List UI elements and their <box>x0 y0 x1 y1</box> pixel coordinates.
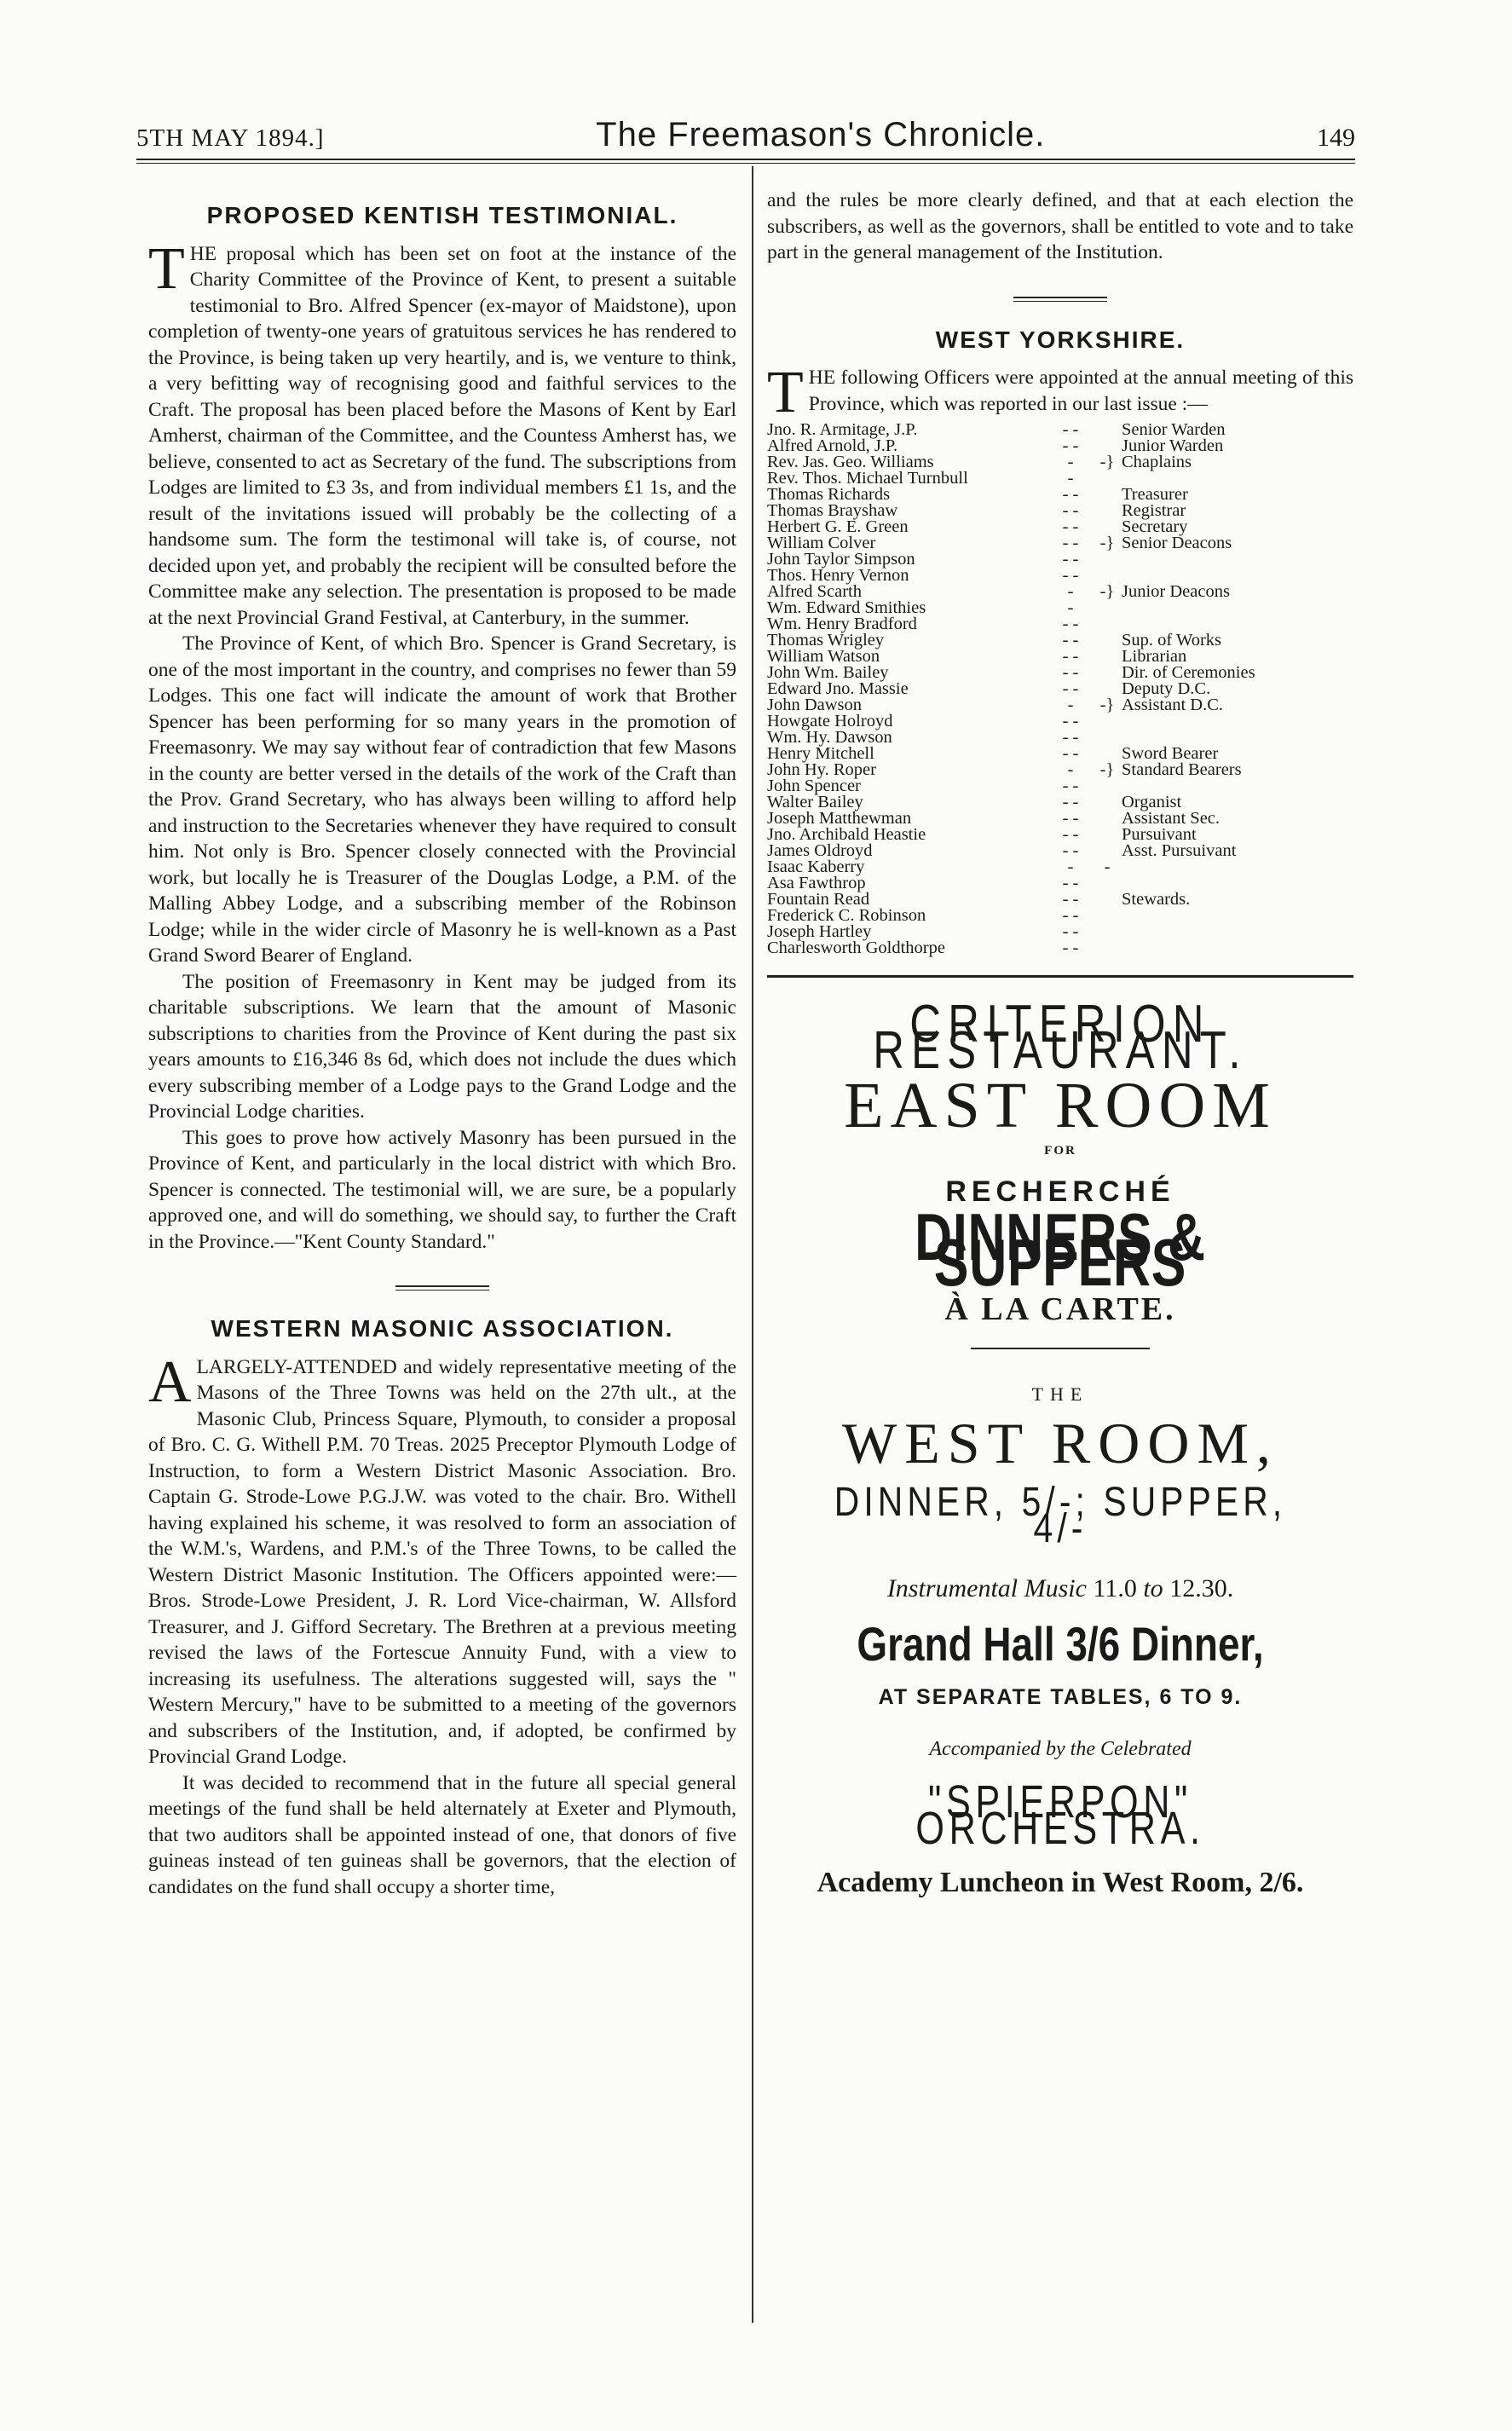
officer-dash: - - <box>1062 534 1079 552</box>
officer-position: Standard Bearers <box>1122 760 1242 779</box>
western-paragraph-1 <box>148 1348 736 1770</box>
ad-east-room: EAST ROOM <box>844 1070 1277 1141</box>
officer-name: Joseph Matthewman <box>767 809 912 828</box>
officer-position <box>1122 908 1353 924</box>
officer-dash: - - <box>1062 841 1079 860</box>
officer-name: Wm. Henry Bradford <box>767 615 917 633</box>
officer-name: John Wm. Bailey <box>767 663 889 682</box>
officer-name: Thomas Richards <box>767 485 891 504</box>
officer-position: Senior Warden <box>1122 420 1226 439</box>
header-rule <box>136 159 1355 160</box>
officer-name: John Hy. Roper <box>767 760 876 779</box>
officer-dash: - <box>1067 582 1074 601</box>
ad-music-start: 11.0 <box>1093 1574 1137 1602</box>
western-paragraph-3: and the rules be more clearly defined, and that at each election the subscribers, as well as the governors, shall be entitled to vote and to take part in the general management of the Institution. <box>767 189 1353 263</box>
officer-dash: - - <box>1062 679 1079 698</box>
officer-position: Assistant D.C. <box>1122 696 1224 714</box>
ad-a-la-carte: À LA CARTE. <box>944 1291 1176 1327</box>
ad-dinner-supper-prices: DINNER, 5/-; SUPPER, 4/- <box>834 1480 1287 1551</box>
page-header <box>136 116 1355 153</box>
kentish-paragraph-1 <box>148 235 736 632</box>
ad-instrumental-music <box>767 1576 1353 1602</box>
officer-dash: - - <box>1062 938 1079 957</box>
right-column <box>767 188 1353 1897</box>
officer-position: Sup. of Works <box>1122 631 1221 650</box>
kentish-paragraph-1-text: HE proposal which has been set on foot at the instance of the Charity Committee of the Province of Kent, to present a suitable testimonial to Bro. Alfred Spencer (ex-mayor of Maidstone), upon completion of twenty-one years of gratuitous services he has rendered to the Province, is being taken up very heartily, and is, we venture to think, a very befitting way of recognising good and faithful services to the Craft. The proposal has been placed before the Masons of Kent by Earl Amherst, chairman of the Committee, and the Countess Amherst has, we believe, consented to act as Secretary of the fund. The subscriptions from Lodges are limited to £3 3s, and from individual members £1 1s, and the result of the invitations issued will probably be the collecting of a handsome sum. The form the testimonal will take is, of course, not decided upon yet, and probably the recipient will be consulted before the Committee make any selection. The presentation is proposed to be made at the next Provincial Grand Festival, at Canterbury, in the summer. <box>148 242 736 629</box>
officer-name: John Dawson <box>767 696 863 714</box>
kentish-paragraph-3: The position of Freemasonry in Kent may be judged from its charitable subscriptions. We learn that the amount of Masonic subscriptions to charities from the Province of Kent during the past six years amounts to £16,346 8s 6d, which does not include the dues which every subscribing member of a Lodge pays to the Grand Lodge and the Provincial Lodge charities. <box>148 970 736 1123</box>
officer-brace: -} <box>1099 696 1115 714</box>
officer-brace <box>1093 632 1122 649</box>
officer-name: Herbert G. E. Green <box>767 517 909 536</box>
officer-position: Junior Deacons <box>1122 582 1230 601</box>
officer-name: Thomas Brayshaw <box>767 501 898 520</box>
officer-position <box>1122 713 1353 730</box>
officer-dash: - - <box>1062 793 1079 811</box>
officer-brace <box>1093 730 1122 746</box>
yorkshire-intro <box>767 360 1353 425</box>
officer-position: Asst. Pursuivant <box>1122 841 1237 860</box>
page-number: 149 <box>1316 124 1355 152</box>
officer-brace <box>1093 794 1122 811</box>
officer-brace: -} <box>1099 534 1115 552</box>
ad-separate-tables: AT SEPARATE TABLES, 6 TO 9. <box>878 1685 1243 1709</box>
officer-name: Walter Bailey <box>767 793 863 811</box>
header-rule-thin <box>136 163 1355 164</box>
officer-position <box>1122 859 1353 875</box>
officer-dash: - - <box>1062 728 1079 747</box>
officer-position: Pursuivant <box>1122 825 1197 844</box>
officer-dash: - - <box>1062 647 1079 666</box>
officer-position: Registrar <box>1122 501 1186 520</box>
officer-dash: - - <box>1062 922 1079 941</box>
officer-dash: - - <box>1062 566 1079 585</box>
ad-dinners-suppers: DINNERS & SUPPERS <box>915 1198 1206 1300</box>
officer-brace <box>1093 487 1122 503</box>
issue-date: 5TH MAY 1894.] <box>136 124 325 152</box>
officer-dash: - <box>1067 469 1074 488</box>
officer-dash: - - <box>1062 809 1079 828</box>
officer-position: Chaplains <box>1122 453 1192 471</box>
officer-brace <box>1093 940 1122 956</box>
officer-name: Fountain Read <box>767 890 870 909</box>
officer-position: Treasurer <box>1122 485 1188 504</box>
ad-grand-hall: Grand Hall 3/6 Dinner, <box>857 1616 1264 1671</box>
officer-dash: - - <box>1062 825 1079 844</box>
officer-name: Thomas Wrigley <box>767 631 885 650</box>
officer-brace <box>1093 713 1122 730</box>
officer-brace: -} <box>1099 453 1115 471</box>
officer-dash: - - <box>1062 906 1079 925</box>
officer-dash: - - <box>1062 485 1079 504</box>
officer-dash: - <box>1067 857 1074 876</box>
officer-dash: - - <box>1062 631 1079 650</box>
officer-position: Junior Warden <box>1122 436 1224 455</box>
officer-dash: - - <box>1062 501 1079 520</box>
officer-brace <box>1093 924 1122 940</box>
officer-dash: - - <box>1062 663 1079 682</box>
officer-position <box>1122 551 1353 568</box>
western-paragraph-1-text: LARGELY-ATTENDED and widely representative meeting of the Masons of the Three Towns was held on the 27th ult., at the Masonic Club, Princess Square, Plymouth, to consider a proposal of Bro. C. G. Withell P.M. 70 Treas. 2025 Preceptor Plymouth Lodge of Instruction, to form a Western District Masonic Association. Bro. Captain G. Strode-Lowe P.G.J.W. was voted to the chair. Bro. Withell having explained his scheme, it was resolved to form an association of the W.M.'s, Wardens, and P.M.'s of the Three Towns, to be called the Western District Masonic Institution. The Officers appointed were:—Bros. Strode-Lowe President, J. R. Lord Vice-chairman, W. Allsford Treasurer, and J. Gifford Secretary. The Brethren at a previous meeting revised the laws of the Fortescue Annuity Fund, with a view to increasing its usefulness. The alterations suggested will, says the " Western Mercury," have to be submitted to a meeting of the governors and subscribers of the Institution, and, if adopted, be confirmed by Provincial Grand Lodge. <box>148 1355 736 1768</box>
western-dropcap: A <box>148 1348 192 1415</box>
officer-name: John Taylor Simpson <box>767 550 915 569</box>
section-separator-2 <box>1013 297 1107 302</box>
officer-brace <box>1093 892 1122 908</box>
column-divider <box>752 166 753 2323</box>
officer-position <box>1122 924 1353 940</box>
ad-accompanied: Accompanied by the Celebrated <box>929 1737 1192 1760</box>
officer-brace <box>1093 503 1122 519</box>
officer-name: William Colver <box>767 534 876 552</box>
officer-dash: - - <box>1062 420 1079 439</box>
kentish-paragraph-4: This goes to prove how actively Masonry has been pursued in the Province of Kent, and particularly in the local district with which Bro. Spencer is connected. The testimonial will, we are sure, be a popularly approved one, and will do something, we should say, to further the Craft in the Province.—"Kent County Standard." <box>148 1126 736 1253</box>
officer-brace <box>1093 665 1122 681</box>
kentish-paragraph-2: The Province of Kent, of which Bro. Spencer is Grand Secretary, is one of the most important in the country, and comprises no fewer than 59 Lodges. This one fact will indicate the amount of work that Brother Spencer has been performing for so many years in the promotion of Freemasonry. We may say without fear of contradiction that few Masons in the county are better versed in the details of the work of the Craft than the Prov. Grand Secretary, who has always been willing to afford help and instruction to the Secretaries whenever they have required to consult him. Not only is Bro. Spencer closely connected with the Provincial work, but locally he is Treasurer of the Douglas Lodge, a P.M. of the Malling Abbey Lodge, and a subscribing member of the Robinson Lodge; while in the wider circle of Masonry he is well-known as a Past Grand Sword Bearer of England. <box>148 632 736 967</box>
officer-name: Alfred Arnold, J.P. <box>767 436 898 455</box>
officer-brace <box>1093 811 1122 827</box>
officer-brace <box>1093 471 1122 487</box>
officer-brace: -} <box>1099 582 1115 601</box>
officer-row <box>767 940 1353 956</box>
officer-dash: - - <box>1062 874 1079 892</box>
officer-brace <box>1093 908 1122 924</box>
officer-name: Edward Jno. Massie <box>767 679 909 698</box>
officer-brace <box>1093 827 1122 843</box>
ad-recherche: RECHERCHÉ <box>945 1175 1175 1208</box>
officer-dash: - - <box>1062 712 1079 730</box>
yorkshire-heading: WEST YORKSHIRE. <box>935 326 1186 353</box>
ad-for: FOR <box>1044 1143 1076 1158</box>
officer-dash: - - <box>1062 744 1079 763</box>
officer-dash: - - <box>1062 890 1079 909</box>
officer-position: Senior Deacons <box>1122 534 1232 552</box>
officer-name: Joseph Hartley <box>767 922 872 941</box>
officer-brace: -} <box>1099 760 1115 779</box>
ad-music-label: Instrumental Music <box>886 1574 1087 1602</box>
officer-position: Organist <box>1122 793 1182 811</box>
yorkshire-dropcap: T <box>767 360 804 425</box>
officer-name: Jno. Archibald Heastie <box>767 825 926 844</box>
officer-position: Secretary <box>1122 517 1188 536</box>
ad-orchestra: "SPIERPON" ORCHESTRA. <box>915 1776 1205 1854</box>
ad-west-room: WEST ROOM, <box>842 1410 1278 1475</box>
ad-divider <box>971 1348 1150 1349</box>
officer-name: Frederick C. Robinson <box>767 906 926 925</box>
officer-name: James Oldroyd <box>767 841 873 860</box>
western-paragraph-2: It was decided to recommend that in the future all special general meetings of the fund shall be held alternately at Exeter and Plymouth, that two auditors shall be appointed instead of one, that donors of five guineas instead of ten guineas shall be governors, that the election of candidates on the fund shall occupy a shorter time, <box>148 1771 736 1898</box>
officer-name: Henry Mitchell <box>767 744 874 763</box>
officer-name: Isaac Kaberry <box>767 857 865 876</box>
officer-brace <box>1093 778 1122 794</box>
ad-luncheon: Academy Luncheon in West Room, 2/6. <box>817 1867 1304 1898</box>
officer-dash: - - <box>1062 517 1079 536</box>
officer-brace <box>1093 600 1122 616</box>
officer-dash: - <box>1067 598 1074 617</box>
advert-rule <box>767 975 1353 978</box>
officer-position: Dir. of Ceremonies <box>1122 663 1255 682</box>
officer-name: Asa Fawthrop <box>767 874 866 892</box>
officers-table <box>767 422 1353 956</box>
ad-music-to: to <box>1143 1574 1163 1602</box>
officer-position <box>1122 600 1353 616</box>
officer-brace <box>1093 875 1122 892</box>
officer-brace: - <box>1104 857 1111 876</box>
officer-brace <box>1093 422 1122 438</box>
ad-music-end: 12.30. <box>1169 1574 1234 1602</box>
officer-name: Charlesworth Goldthorpe <box>767 938 945 957</box>
officer-brace <box>1093 649 1122 665</box>
ad-the: THE <box>1031 1383 1089 1405</box>
officer-position: Deputy D.C. <box>1122 679 1211 698</box>
criterion-advertisement <box>767 995 1353 1898</box>
officer-name: William Watson <box>767 647 880 666</box>
yorkshire-intro-text: HE following Officers were appointed at the annual meeting of this Province, which was reported in our last issue :— <box>808 367 1353 415</box>
ad-restaurant-name: CRITERION RESTAURANT. <box>873 995 1248 1080</box>
officer-dash: - <box>1067 696 1074 714</box>
officer-dash: - <box>1067 760 1074 779</box>
officer-brace <box>1093 616 1122 632</box>
officer-position: Assistant Sec. <box>1122 809 1221 828</box>
officer-position <box>1122 940 1353 956</box>
officer-dash: - <box>1067 453 1074 471</box>
officer-name: Wm. Hy. Dawson <box>767 728 892 747</box>
western-heading: WESTERN MASONIC ASSOCIATION. <box>211 1315 674 1342</box>
officer-name: Howgate Holroyd <box>767 712 893 730</box>
officer-position: Librarian <box>1122 647 1187 666</box>
officer-dash: - - <box>1062 777 1079 795</box>
officer-name: Rev. Thos. Michael Turnbull <box>767 469 968 488</box>
officer-dash: - - <box>1062 550 1079 569</box>
left-column <box>148 194 736 1900</box>
officer-name: John Spencer <box>767 777 861 795</box>
officer-dash: - - <box>1062 615 1079 633</box>
officer-brace <box>1093 551 1122 568</box>
officer-dash: - - <box>1062 436 1079 455</box>
officer-name: Alfred Scarth <box>767 582 862 601</box>
section-separator <box>395 1285 489 1291</box>
officer-name: Wm. Edward Smithies <box>767 598 926 617</box>
kentish-dropcap: T <box>148 235 185 302</box>
officer-position: Stewards. <box>1122 890 1191 909</box>
publication-title: The Freemason's Chronicle. <box>596 116 1046 153</box>
officer-name: Thos. Henry Vernon <box>767 566 909 585</box>
kentish-heading: PROPOSED KENTISH TESTIMONIAL. <box>206 202 678 228</box>
officer-name: Rev. Jas. Geo. Williams <box>767 453 934 471</box>
officer-position: Sword Bearer <box>1122 744 1219 763</box>
officer-name: Jno. R. Armitage, J.P. <box>767 420 918 439</box>
